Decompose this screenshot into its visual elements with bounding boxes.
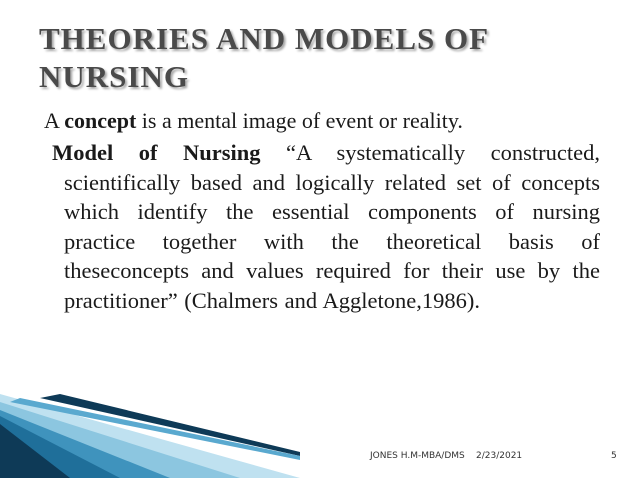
concept-definition xyxy=(44,106,600,136)
concept-definition-text: is a mental image of event or reality. xyxy=(136,108,463,133)
footer-author: JONES H.M-MBA/DMS xyxy=(370,451,465,461)
concept-term: concept xyxy=(64,108,137,133)
slide-body xyxy=(44,106,600,316)
model-definition-text: “A systematically constructed, scientifically based and logically related set of concepts which identify the essential components of nursing practice together with the theoretical basis of theseconcepts and values required for their use by the practitioner” (Chalmers and Aggletone,1986). xyxy=(64,140,601,313)
model-definition xyxy=(44,138,600,316)
slide-title: THEORIES AND MODELS OF NURSING xyxy=(39,21,488,94)
footer-page-number: 5 xyxy=(611,451,617,461)
footer-date: 2/23/2021 xyxy=(476,451,523,461)
model-term: Model of Nursing xyxy=(52,140,261,165)
concept-prefix: A xyxy=(44,108,65,133)
